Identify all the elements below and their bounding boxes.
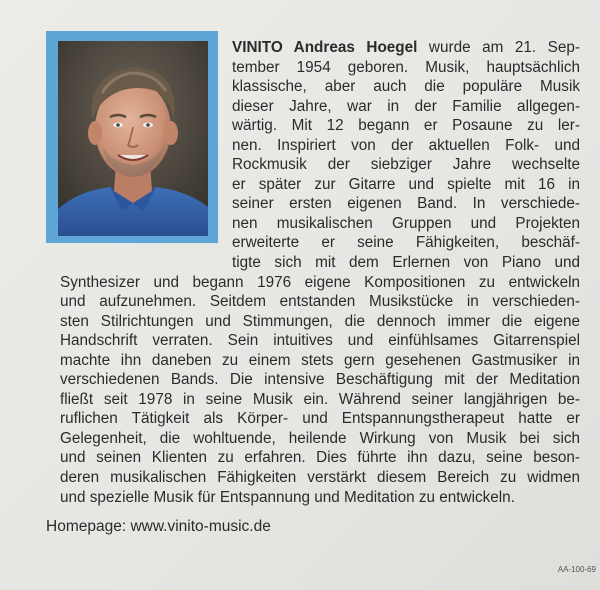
bio-line: fließt seit 1978 in seine Musik ein. Während seiner langjährigen be- <box>60 390 580 408</box>
bio-line: verschiedenen Bands. Die intensive Beschäftigung mit der Meditation <box>60 371 580 389</box>
bio-line: klassische, aber auch die populäre Musik <box>232 78 580 96</box>
bio-line: und aufzunehmen. Seitdem entstanden Musikstücke in verschieden- <box>60 293 580 311</box>
bio-line: deren musikalischen Fähigkeiten verstärkt diesem Bereich zu widmen <box>60 469 580 487</box>
bio-line: ruflichen Tätigkeit als Körper- und Entspannungstherapeut hatte er <box>60 410 580 428</box>
bio-line: und spezielle Musik für Entspannung und Meditation zu entwickeln. <box>60 488 515 506</box>
bio-line: Gelegenheit, die wohltuende, heilende Wirkung von Musik bei sich <box>60 429 580 447</box>
bio-line: nen. Inspiriert von der aktuellen Folk- und <box>232 136 580 154</box>
bio-line: dieser Jahre, war in der Familie allgegen- <box>232 97 580 115</box>
homepage-link: Homepage: www.vinito-music.de <box>46 518 271 535</box>
bio-line: Handschrift verraten. Sein intuitives und einfühlsames Gitarrenspiel <box>60 332 580 350</box>
bio-line: und seinen Klienten zu erfahren. Dies führte ihn dazu, seine beson- <box>60 449 580 467</box>
bio-line: seiner ersten eigenen Band. In verschiede- <box>232 195 580 213</box>
bio-line: Rockmusik der siebziger Jahre wechselte <box>232 156 580 174</box>
bio-line: nen musikalischen Gruppen und Projekten <box>232 214 580 232</box>
biography-text <box>60 38 580 507</box>
bio-line: tember 1954 geboren. Musik, hauptsächlich <box>232 58 580 76</box>
bio-line: erweiterte er seine Fähigkeiten, beschäf- <box>232 234 580 252</box>
bio-line: machte ihn daneben zu einem stets gern gesehenen Gastmusiker in <box>60 351 580 369</box>
bio-line: VINITO Andreas Hoegel wurde am 21. Sep- <box>232 39 580 56</box>
bio-line: wärtig. Mit 12 begann er Posaune zu ler- <box>232 117 580 135</box>
bio-line: er später zur Gitarre und spielte mit 16 in <box>232 175 580 193</box>
bio-line: sten Stilrichtungen und Stimmungen, die dennoch immer die eigene <box>60 312 580 330</box>
bio-line: tigte sich mit dem Erlernen von Piano und <box>232 254 580 272</box>
bio-line: Synthesizer und begann 1976 eigene Kompositionen zu entwickeln <box>60 273 580 291</box>
artist-name: VINITO Andreas Hoegel <box>232 39 418 56</box>
catalog-number: AA-100-69 <box>557 565 596 574</box>
